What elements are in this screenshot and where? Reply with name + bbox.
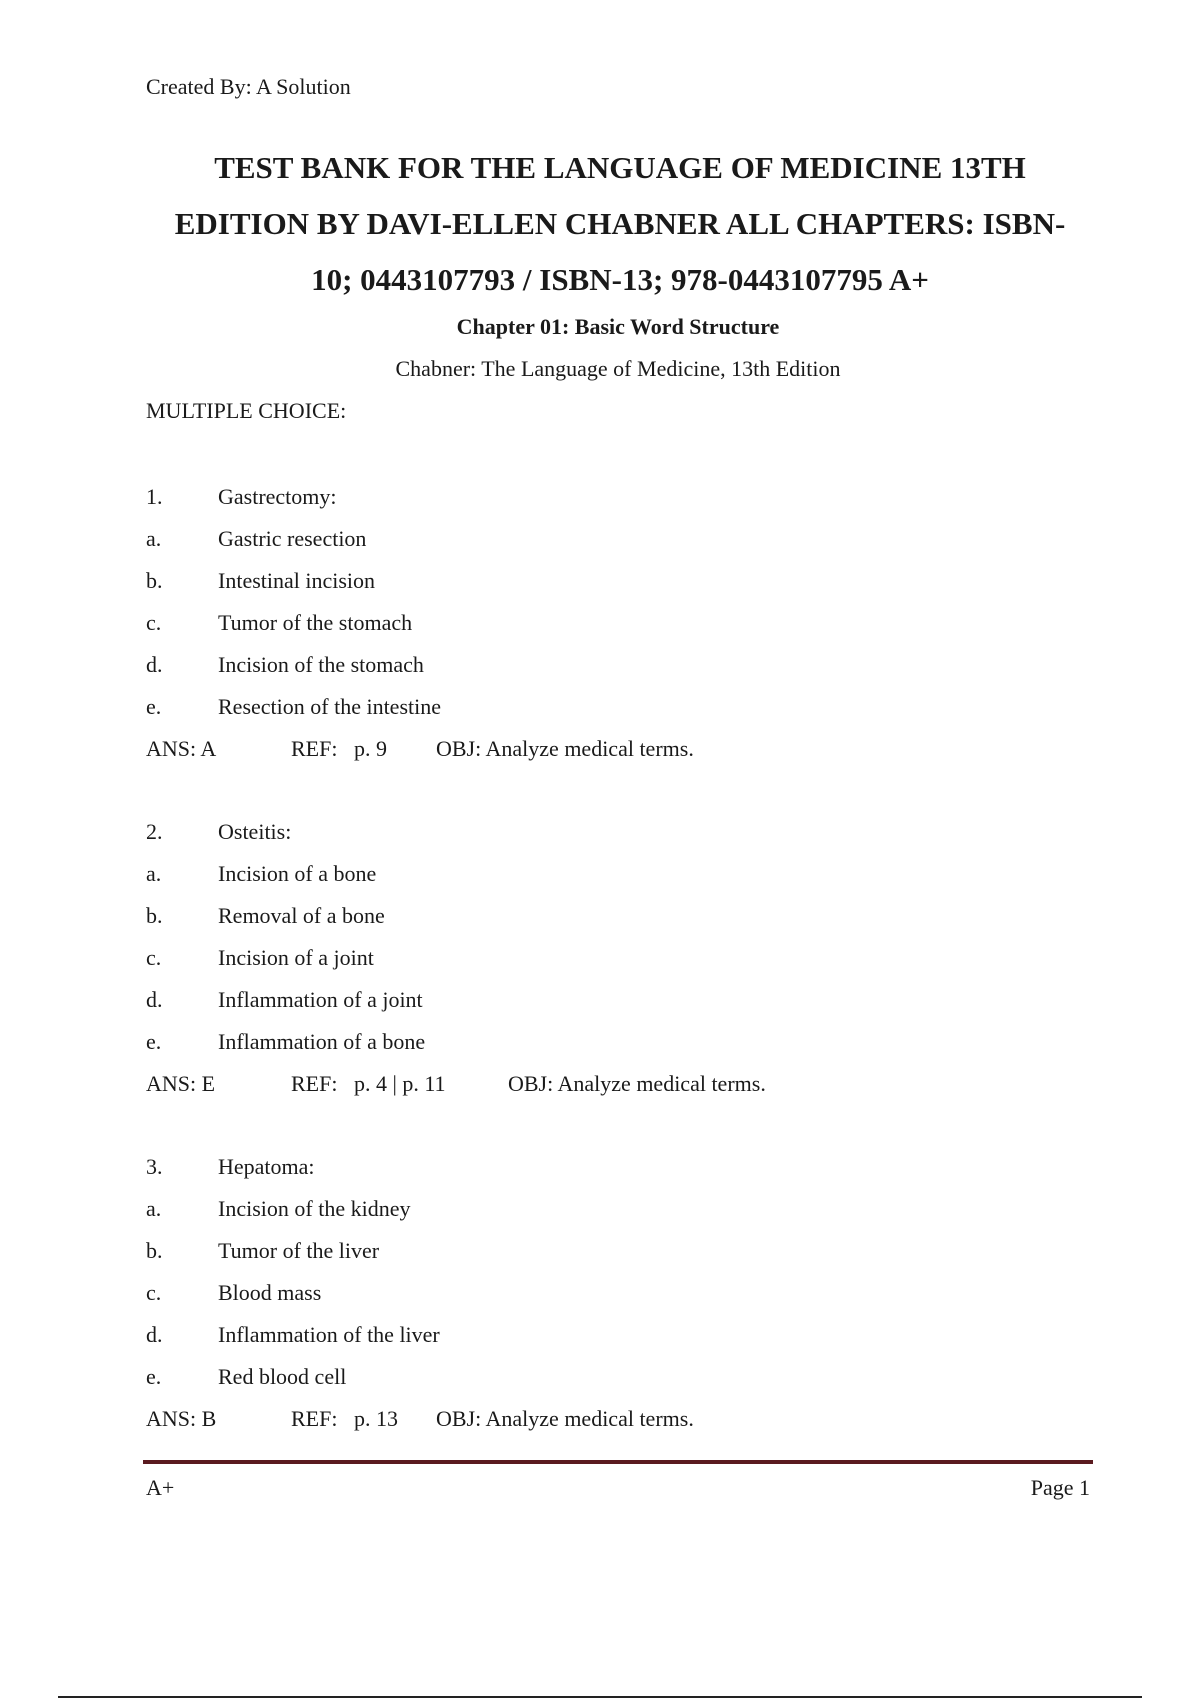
reference: REF: p. 13 bbox=[291, 1406, 398, 1431]
answer-key: ANS: E bbox=[146, 1071, 216, 1096]
option-text: Gastric resection bbox=[218, 526, 367, 551]
answer-key: ANS: A bbox=[146, 736, 217, 761]
option-letter: a. bbox=[146, 861, 162, 886]
answer-line bbox=[146, 1404, 1106, 1446]
option-letter: a. bbox=[146, 526, 162, 551]
reference: REF: p. 9 bbox=[291, 736, 387, 761]
option-letter: b. bbox=[146, 1238, 163, 1263]
footer-divider bbox=[143, 1460, 1093, 1464]
option-e bbox=[146, 1027, 1106, 1069]
option-text: Incision of a bone bbox=[218, 861, 377, 886]
question-number: 1. bbox=[146, 484, 163, 509]
question-stem bbox=[146, 817, 1106, 859]
page-bottom-divider bbox=[58, 1696, 1142, 1698]
option-letter: c. bbox=[146, 1280, 162, 1305]
option-letter: c. bbox=[146, 945, 162, 970]
option-d bbox=[146, 650, 1106, 692]
question-term: Hepatoma: bbox=[218, 1154, 315, 1179]
option-c bbox=[146, 608, 1106, 650]
objective: OBJ: Analyze medical terms. bbox=[508, 1071, 766, 1096]
chapter-title: Chapter 01: Basic Word Structure bbox=[456, 314, 780, 339]
question-2 bbox=[146, 817, 1106, 1111]
option-letter: d. bbox=[146, 987, 163, 1012]
option-text: Blood mass bbox=[218, 1280, 322, 1305]
reference: REF: p. 4 | p. 11 bbox=[291, 1071, 446, 1096]
footer-grade: A+ bbox=[146, 1475, 175, 1500]
option-letter: b. bbox=[146, 903, 163, 928]
option-letter: c. bbox=[146, 610, 162, 635]
option-letter: d. bbox=[146, 652, 163, 677]
objective: OBJ: Analyze medical terms. bbox=[436, 1406, 694, 1431]
question-number: 2. bbox=[146, 819, 163, 844]
question-term: Gastrectomy: bbox=[218, 484, 337, 509]
section-label: MULTIPLE CHOICE: bbox=[146, 398, 347, 423]
option-text: Inflammation of a joint bbox=[218, 987, 423, 1012]
option-text: Red blood cell bbox=[218, 1364, 347, 1389]
question-stem bbox=[146, 1152, 1106, 1194]
option-text: Incision of the stomach bbox=[218, 652, 424, 677]
answer-line bbox=[146, 734, 1106, 776]
answer-key: ANS: B bbox=[146, 1406, 217, 1431]
option-c bbox=[146, 1278, 1106, 1320]
option-letter: a. bbox=[146, 1196, 162, 1221]
option-text: Intestinal incision bbox=[218, 568, 376, 593]
option-a bbox=[146, 1194, 1106, 1236]
option-b bbox=[146, 566, 1106, 608]
option-letter: e. bbox=[146, 1029, 162, 1054]
option-e bbox=[146, 692, 1106, 734]
option-b bbox=[146, 1236, 1106, 1278]
question-stem bbox=[146, 482, 1106, 524]
option-b bbox=[146, 901, 1106, 943]
question-term: Osteitis: bbox=[218, 819, 292, 844]
title-line-3: 10; 0443107793 / ISBN-13; 978-0443107795 A+ bbox=[311, 262, 929, 297]
option-text: Incision of the kidney bbox=[218, 1196, 411, 1221]
option-text: Resection of the intestine bbox=[218, 694, 441, 719]
option-letter: d. bbox=[146, 1322, 163, 1347]
option-a bbox=[146, 859, 1106, 901]
question-3 bbox=[146, 1152, 1106, 1446]
option-letter: e. bbox=[146, 694, 162, 719]
question-1 bbox=[146, 482, 1106, 776]
option-a bbox=[146, 524, 1106, 566]
option-d bbox=[146, 985, 1106, 1027]
option-text: Incision of a joint bbox=[218, 945, 374, 970]
option-d bbox=[146, 1320, 1106, 1362]
document-title bbox=[120, 140, 1120, 308]
created-by-header: Created By: A Solution bbox=[146, 74, 351, 99]
option-letter: e. bbox=[146, 1364, 162, 1389]
option-letter: b. bbox=[146, 568, 163, 593]
option-e bbox=[146, 1362, 1106, 1404]
title-line-2: EDITION BY DAVI-ELLEN CHABNER ALL CHAPTERS: ISBN- bbox=[174, 206, 1066, 241]
option-text: Tumor of the stomach bbox=[218, 610, 413, 635]
book-subtitle: Chabner: The Language of Medicine, 13th Edition bbox=[395, 356, 841, 381]
question-number: 3. bbox=[146, 1154, 163, 1179]
title-line-1: TEST BANK FOR THE LANGUAGE OF MEDICINE 13TH bbox=[214, 150, 1026, 185]
option-text: Tumor of the liver bbox=[218, 1238, 380, 1263]
option-text: Inflammation of the liver bbox=[218, 1322, 440, 1347]
option-text: Inflammation of a bone bbox=[218, 1029, 426, 1054]
answer-line bbox=[146, 1069, 1106, 1111]
page-number: Page 1 bbox=[1030, 1475, 1090, 1500]
option-text: Removal of a bone bbox=[218, 903, 385, 928]
objective: OBJ: Analyze medical terms. bbox=[436, 736, 694, 761]
option-c bbox=[146, 943, 1106, 985]
